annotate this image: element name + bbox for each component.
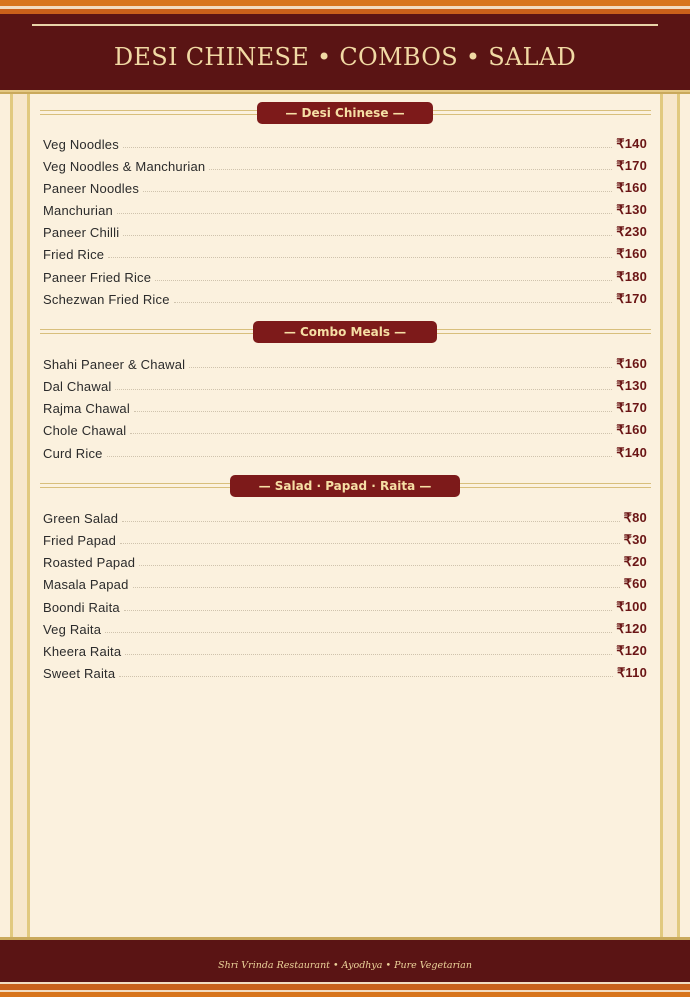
item-name: Veg Noodles & Manchurian xyxy=(43,158,206,174)
item-price: ₹170 xyxy=(616,158,647,173)
menu-item xyxy=(43,222,647,242)
item-name: Chole Chawal xyxy=(43,422,127,438)
item-price: ₹160 xyxy=(616,356,647,371)
menu-item xyxy=(43,508,647,528)
dot-leader xyxy=(189,367,612,368)
item-name: Kheera Raita xyxy=(43,643,122,659)
bottom-decor-stripes xyxy=(0,982,690,997)
item-price: ₹170 xyxy=(616,291,647,306)
item-name: Manchurian xyxy=(43,202,113,218)
item-name: Paneer Noodles xyxy=(43,180,140,196)
item-price: ₹130 xyxy=(616,202,647,217)
menu-item xyxy=(43,178,647,198)
dot-leader xyxy=(123,235,612,236)
item-price: ₹160 xyxy=(616,422,647,437)
dot-leader xyxy=(123,147,612,148)
item-price: ₹20 xyxy=(623,554,647,569)
menu-item xyxy=(43,443,647,463)
menu-item xyxy=(43,619,647,639)
item-price: ₹120 xyxy=(616,643,647,658)
section-header-desi-chinese xyxy=(40,102,651,124)
item-name: Masala Papad xyxy=(43,576,129,592)
dot-leader xyxy=(117,213,612,214)
menu-item xyxy=(43,244,647,264)
section-title: — Desi Chinese — xyxy=(257,102,433,124)
item-price: ₹140 xyxy=(616,136,647,151)
header-banner xyxy=(0,20,690,90)
dot-leader xyxy=(130,433,612,434)
dot-leader xyxy=(155,280,612,281)
dot-leader xyxy=(133,587,620,588)
right-border xyxy=(660,94,680,937)
menu-item xyxy=(43,398,647,418)
item-price: ₹160 xyxy=(616,180,647,195)
item-name: Rajma Chawal xyxy=(43,400,130,416)
dot-leader xyxy=(120,543,620,544)
menu-item xyxy=(43,376,647,396)
item-name: Veg Raita xyxy=(43,621,102,637)
menu-item xyxy=(43,200,647,220)
item-name: Sweet Raita xyxy=(43,665,116,681)
menu-item xyxy=(43,267,647,287)
dot-leader xyxy=(134,411,612,412)
dot-leader xyxy=(124,610,612,611)
top-decor-stripes xyxy=(0,0,690,20)
section-title: — Combo Meals — xyxy=(253,321,437,343)
dot-leader xyxy=(122,521,619,522)
menu-item xyxy=(43,574,647,594)
dot-leader xyxy=(107,456,613,457)
menu-item xyxy=(43,289,647,309)
item-price: ₹30 xyxy=(623,532,647,547)
dot-leader xyxy=(115,389,612,390)
menu-item xyxy=(43,134,647,154)
menu-item xyxy=(43,552,647,572)
item-price: ₹120 xyxy=(616,621,647,636)
item-name: Dal Chawal xyxy=(43,378,112,394)
left-border xyxy=(10,94,30,937)
item-name: Curd Rice xyxy=(43,445,103,461)
menu-item xyxy=(43,156,647,176)
item-name: Shahi Paneer & Chawal xyxy=(43,356,186,372)
dot-leader xyxy=(139,565,619,566)
item-name: Roasted Papad xyxy=(43,554,136,570)
dot-leader xyxy=(105,632,612,633)
menu-item xyxy=(43,597,647,617)
footer-tagline: Shri Vrinda Restaurant • Ayodhya • Pure Vegetarian xyxy=(218,960,472,971)
menu-item xyxy=(43,663,647,683)
item-name: Paneer Fried Rice xyxy=(43,269,152,285)
item-price: ₹180 xyxy=(616,269,647,284)
item-name: Boondi Raita xyxy=(43,599,120,615)
dot-leader xyxy=(174,302,613,303)
menu-item xyxy=(43,420,647,440)
item-price: ₹170 xyxy=(616,400,647,415)
item-name: Green Salad xyxy=(43,510,119,526)
item-price: ₹60 xyxy=(623,576,647,591)
item-name: Veg Noodles xyxy=(43,136,119,152)
item-price: ₹100 xyxy=(616,599,647,614)
section-header-combo-meals xyxy=(40,321,651,343)
footer-banner xyxy=(0,940,690,982)
item-price: ₹230 xyxy=(616,224,647,239)
item-name: Paneer Chilli xyxy=(43,224,120,240)
dot-leader xyxy=(119,676,613,677)
menu-item xyxy=(43,641,647,661)
dot-leader xyxy=(209,169,612,170)
item-name: Fried Papad xyxy=(43,532,117,548)
dot-leader xyxy=(125,654,612,655)
menu-item xyxy=(43,354,647,374)
dot-leader xyxy=(108,257,612,258)
menu-item xyxy=(43,530,647,550)
item-price: ₹110 xyxy=(616,665,647,680)
page-title: DESI CHINESE • COMBOS • SALAD xyxy=(113,43,577,71)
header-rule xyxy=(32,24,658,26)
item-name: Fried Rice xyxy=(43,246,105,262)
section-header-salad-papad-raita xyxy=(40,475,651,497)
item-price: ₹160 xyxy=(616,246,647,261)
item-price: ₹130 xyxy=(616,378,647,393)
section-title: — Salad · Papad · Raita — xyxy=(230,475,460,497)
item-price: ₹140 xyxy=(616,445,647,460)
item-name: Schezwan Fried Rice xyxy=(43,291,170,307)
item-price: ₹80 xyxy=(623,510,647,525)
dot-leader xyxy=(143,191,612,192)
